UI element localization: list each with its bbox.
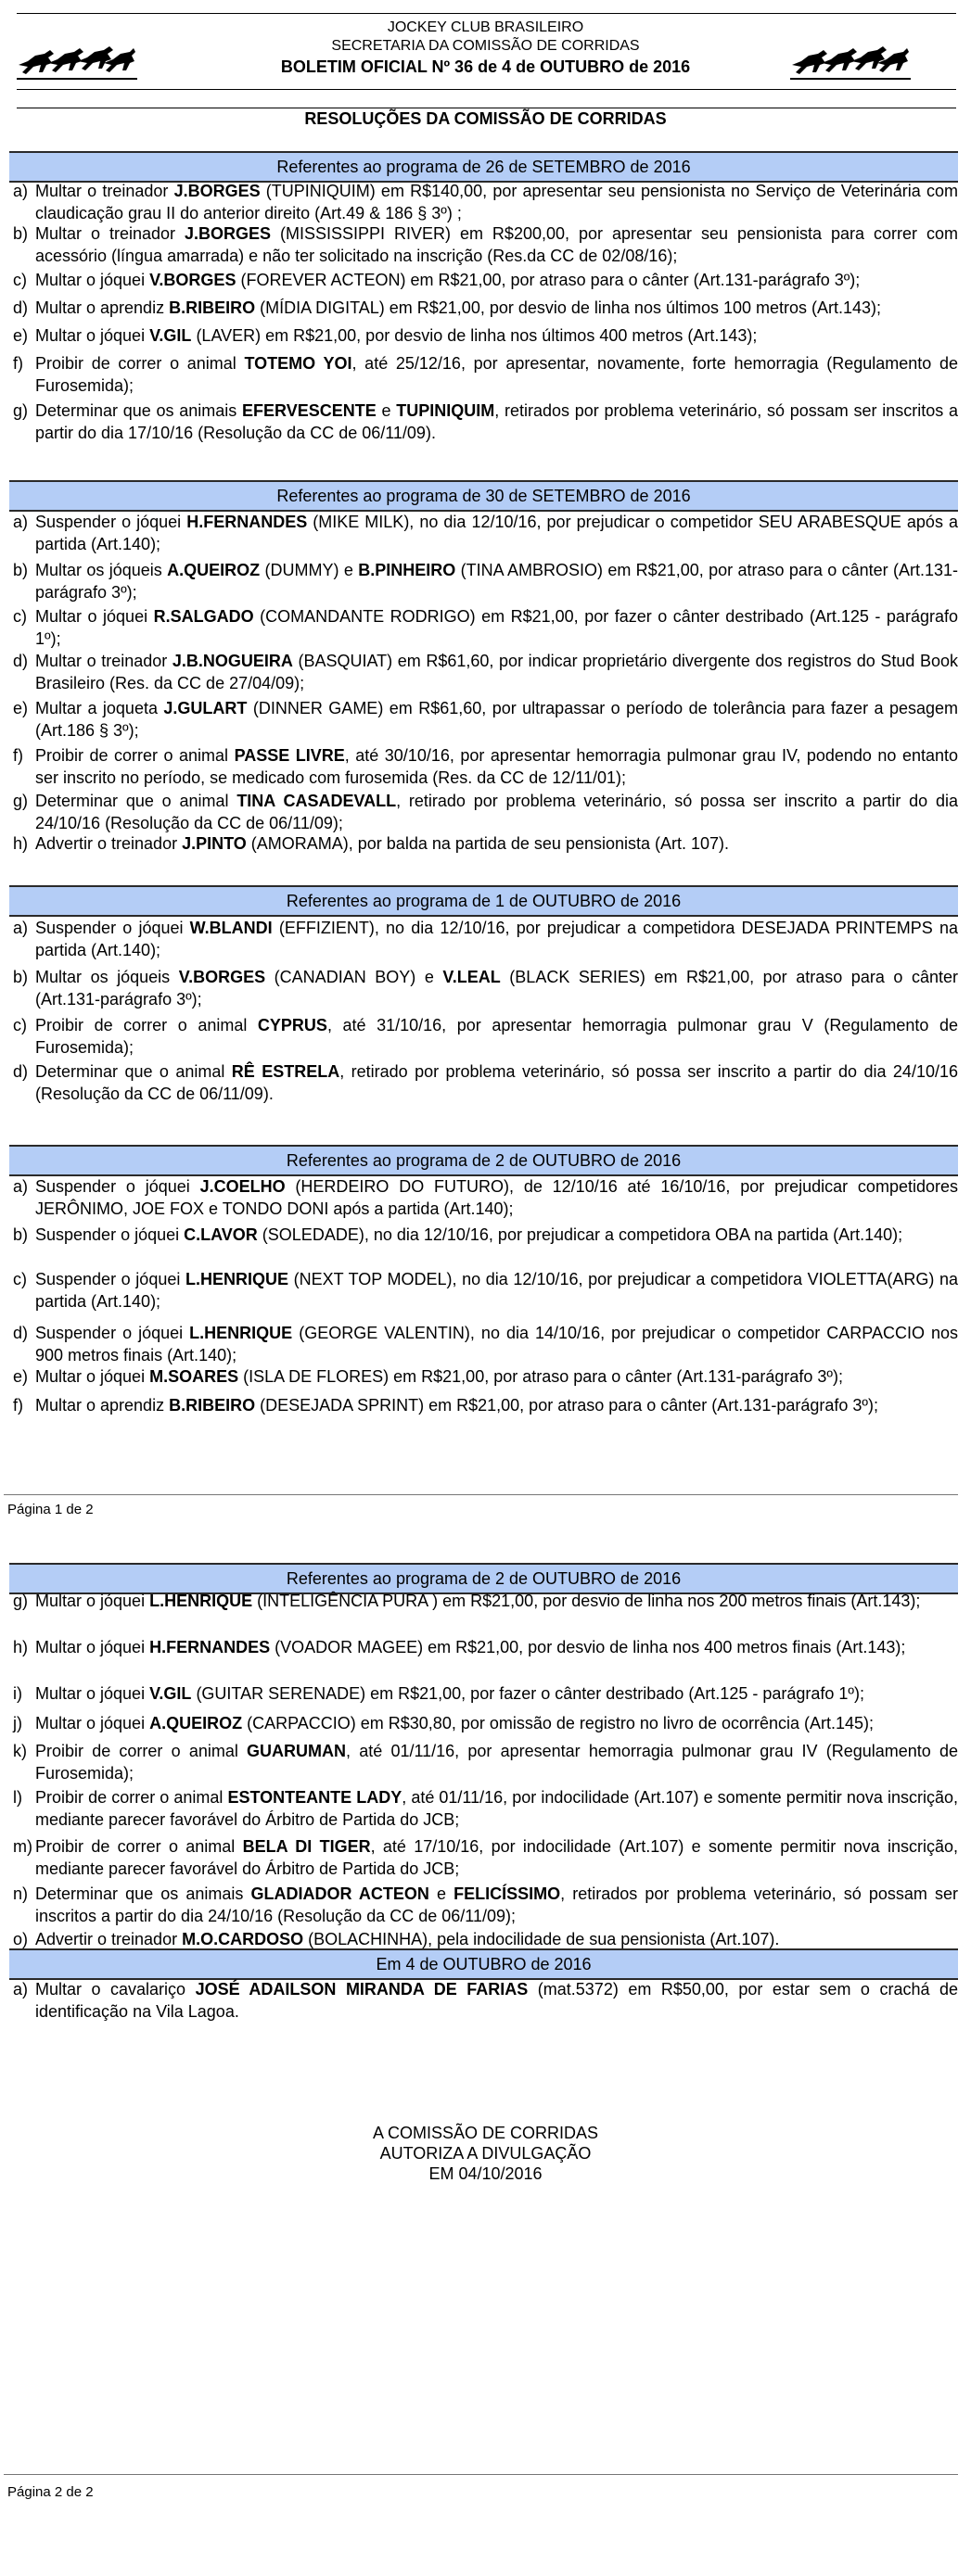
- page-number: Página 1 de 2: [7, 1502, 94, 1517]
- item-label: a): [13, 1177, 29, 1196]
- item-text: Multar o jóquei V.GIL (LAVER) em R$21,00, por desvio de linha nos últimos 400 metros (Art.143);: [35, 326, 758, 345]
- section-header: Referentes ao programa de 2 de OUTUBRO de 2016: [9, 1563, 958, 1594]
- footer-rule: [4, 2474, 958, 2475]
- item-text: Multar o jóquei H.FERNANDES (VOADOR MAGEE) em R$21,00, por desvio de linha nos 400 metros finais (Art.143);: [35, 1638, 906, 1656]
- resolution-item: [7, 222, 958, 267]
- item-label: d): [13, 1324, 29, 1342]
- item-label: d): [13, 298, 29, 317]
- item-text: Multar o jóquei R.SALGADO (COMANDANTE RODRIGO) em R$21,00, por fazer o cânter destribado (Art.125 - parágrafo 1º);: [35, 607, 958, 648]
- resolution-item: [7, 744, 958, 789]
- item-text: Multar o cavalariço JOSÉ ADAILSON MIRANDA DE FARIAS (mat.5372) em R$50,00, por estar sem o crachá de identificação na Vila Lagoa.: [35, 1980, 959, 2021]
- resolution-item: [7, 1060, 958, 1105]
- item-label: o): [13, 1930, 29, 1948]
- resolution-item: [7, 1740, 958, 1784]
- item-label: e): [13, 326, 29, 345]
- header-org: JOCKEY CLUB BRASILEIRO: [387, 19, 584, 35]
- item-text: Multar o treinador J.BORGES (MISSISSIPPI RIVER) em R$200,00, por apresentar seu pensionista para correr com acessório (língua amarrada) e não ter solicitado na inscrição (Res.da CC de 02/08/16);: [35, 224, 958, 265]
- resolution-item: [7, 1786, 958, 1831]
- resolution-item: [7, 1224, 958, 1246]
- resolution-item: [7, 269, 958, 291]
- item-text: Suspender o jóquei W.BLANDI (EFFIZIENT), no dia 12/10/16, por prejudicar a competidora DESEJADA PRINTEMPS na partida (Art.140);: [35, 919, 958, 959]
- item-label: a): [13, 1980, 29, 1999]
- page-2: [0, 1529, 971, 2576]
- item-label: i): [13, 1684, 22, 1703]
- resolution-item: [7, 790, 958, 834]
- item-text: Multar os jóqueis V.BORGES (CANADIAN BOY) e V.LEAL (BLACK SERIES) em R$21,00, por atraso para o cânter (Art.131-parágrafo 3º);: [35, 968, 958, 1009]
- item-label: b): [13, 224, 29, 243]
- item-text: Multar o jóquei V.BORGES (FOREVER ACTEON) em R$21,00, por atraso para o cânter (Art.131-parágrafo 3º);: [35, 271, 861, 289]
- item-text: Proibir de correr o animal CYPRUS, até 31/10/16, por apresentar hemorragia pulmonar grau V (Regulamento de Furosemida);: [35, 1016, 958, 1057]
- document-header: [0, 19, 971, 78]
- resolution-item: [7, 1394, 958, 1416]
- resolution-item: [7, 605, 958, 650]
- resolution-item: [7, 352, 958, 397]
- resolution-item: [7, 650, 958, 694]
- section-header: Referentes ao programa de 2 de OUTUBRO de 2016: [9, 1145, 958, 1176]
- item-label: e): [13, 699, 29, 717]
- item-label: c): [13, 1270, 27, 1288]
- item-label: g): [13, 792, 29, 810]
- top-rule: [17, 13, 956, 14]
- resolution-item: [7, 1590, 958, 1612]
- item-label: b): [13, 968, 29, 986]
- resolution-item: [7, 1636, 958, 1658]
- footer-rule: [4, 1494, 958, 1495]
- closing-line: AUTORIZA A DIVULGAÇÃO: [379, 2144, 592, 2163]
- section-header: Referentes ao programa de 1 de OUTUBRO de 2016: [9, 885, 958, 917]
- item-label: a): [13, 182, 29, 200]
- item-label: a): [13, 919, 29, 937]
- item-label: g): [13, 1592, 29, 1610]
- item-text: Multar o aprendiz B.RIBEIRO (MÍDIA DIGITAL) em R$21,00, por desvio de linha nos últimos 100 metros (Art.143);: [35, 298, 882, 317]
- resolution-item: [7, 559, 958, 603]
- item-label: c): [13, 607, 27, 626]
- item-text: Multar o jóquei A.QUEIROZ (CARPACCIO) em R$30,80, por omissão de registro no livro de ocorrência (Art.145);: [35, 1714, 875, 1732]
- item-text: Suspender o jóquei L.HENRIQUE (NEXT TOP MODEL), no dia 12/10/16, por prejudicar a competidora VIOLETTA(ARG) na partida (Art.140);: [35, 1270, 958, 1311]
- item-text: Determinar que o animal TINA CASADEVALL, retirado por problema veterinário, só possa ser inscrito a partir do dia 24/10/16 (Resolução da CC de 06/11/09);: [35, 792, 958, 832]
- item-text: Multar o treinador J.B.NOGUEIRA (BASQUIAT) em R$61,60, por indicar proprietário divergente dos registros do Stud Book Brasileiro (Res. da CC de 27/04/09);: [35, 652, 958, 692]
- item-text: Proibir de correr o animal GUARUMAN, até 01/11/16, por apresentar hemorragia pulmonar grau IV (Regulamento de Furosemida);: [35, 1742, 958, 1783]
- item-label: c): [13, 271, 27, 289]
- item-text: Multar o jóquei V.GIL (GUITAR SERENADE) em R$21,00, por fazer o cânter destribado (Art.125 - parágrafo 1º);: [35, 1684, 864, 1703]
- item-text: Suspender o jóquei C.LAVOR (SOLEDADE), no dia 12/10/16, por prejudicar a competidora OBA na partida (Art.140);: [35, 1225, 903, 1244]
- resolution-item: [7, 297, 958, 319]
- item-label: f): [13, 746, 23, 765]
- resolution-item: [7, 697, 958, 742]
- item-text: Multar a joqueta J.GULART (DINNER GAME) em R$61,60, por ultrapassar o período de tolerância para fazer a pesagem (Art.186 § 3º);: [35, 699, 959, 740]
- resolution-item: [7, 1928, 958, 1950]
- header-secretariat: SECRETARIA DA COMISSÃO DE CORRIDAS: [331, 38, 640, 54]
- item-text: Proibir de correr o animal ESTONTEANTE LADY, até 01/11/16, por indocilidade (Art.107) e somente permitir nova inscrição, mediante parecer favorável do Árbitro de Partida do JCB;: [35, 1788, 958, 1829]
- closing-statement: [0, 2123, 971, 2184]
- item-text: Suspender o jóquei H.FERNANDES (MIKE MILK), no dia 12/10/16, por prejudicar o competidor SEU ARABESQUE após a partida (Art.140);: [35, 513, 958, 553]
- resolution-item: [7, 180, 958, 224]
- item-text: Multar os jóqueis A.QUEIROZ (DUMMY) e B.PINHEIRO (TINA AMBROSIO) em R$21,00, por atraso para o cânter (Art.131-parágrafo 3º);: [35, 561, 958, 602]
- item-label: j): [13, 1714, 22, 1732]
- closing-line: A COMISSÃO DE CORRIDAS: [372, 2124, 599, 2142]
- resolution-item: [7, 324, 958, 347]
- item-text: Advertir o treinador J.PINTO (AMORAMA), por balda na partida de seu pensionista (Art. 107).: [35, 834, 730, 853]
- item-label: e): [13, 1367, 29, 1386]
- resolution-item: [7, 400, 958, 444]
- item-label: g): [13, 401, 29, 420]
- item-label: h): [13, 834, 29, 853]
- header-bulletin-title: BOLETIM OFICIAL Nº 36 de 4 de OUTUBRO de 2016: [280, 57, 691, 76]
- item-text: Proibir de correr o animal TOTEMO YOI, até 25/12/16, por apresentar, novamente, forte hemorragia (Regulamento de Furosemida);: [35, 354, 958, 395]
- resolution-item: [7, 1365, 958, 1388]
- closing-line: EM 04/10/2016: [428, 2164, 543, 2183]
- item-label: f): [13, 354, 23, 373]
- item-label: b): [13, 561, 29, 579]
- item-text: Proibir de correr o animal BELA DI TIGER, até 17/10/16, por indocilidade (Art.107) e somente permitir nova inscrição, mediante parecer favorável do Árbitro de Partida do JCB;: [35, 1837, 958, 1878]
- resolution-item: [7, 1712, 958, 1734]
- item-label: h): [13, 1638, 29, 1656]
- section-header: Referentes ao programa de 30 de SETEMBRO de 2016: [9, 480, 958, 512]
- resolution-item: [7, 832, 958, 855]
- resolution-item: [7, 966, 958, 1010]
- resolution-item: [7, 1835, 958, 1880]
- resolution-item: [7, 1883, 958, 1927]
- resolution-item: [7, 917, 958, 961]
- item-text: Proibir de correr o animal PASSE LIVRE, até 30/10/16, por apresentar hemorragia pulmonar grau IV, podendo no entanto ser inscrito no período, se medicado com furosemida (Res. da CC de 12/11/01);: [35, 746, 958, 787]
- item-label: a): [13, 513, 29, 531]
- item-label: m): [13, 1837, 32, 1856]
- item-label: c): [13, 1016, 27, 1034]
- item-label: d): [13, 1062, 29, 1081]
- resolution-item: [7, 1682, 958, 1705]
- item-text: Determinar que os animais GLADIADOR ACTEON e FELICÍSSIMO, retirados por problema veterinário, só possam ser inscritos a partir do dia 24/10/16 (Resolução da CC de 06/11/09);: [35, 1884, 958, 1925]
- item-text: Suspender o jóquei J.COELHO (HERDEIRO DO FUTURO), de 12/10/16 até 16/10/16, por prejudicar competidores JERÔNIMO, JOE FOX e TONDO DONI após a partida (Art.140);: [35, 1177, 958, 1218]
- item-label: b): [13, 1225, 29, 1244]
- item-text: Advertir o treinador M.O.CARDOSO (BOLACHINHA), pela indocilidade de sua pensionista (Art.107).: [35, 1930, 780, 1948]
- item-text: Suspender o jóquei L.HENRIQUE (GEORGE VALENTIN), no dia 14/10/16, por prejudicar o competidor CARPACCIO nos 900 metros finais (Art.140);: [35, 1324, 958, 1364]
- section-header: Referentes ao programa de 26 de SETEMBRO de 2016: [9, 151, 958, 183]
- item-text: Multar o jóquei L.HENRIQUE (INTELIGÊNCIA PURA ) em R$21,00, por desvio de linha nos 200 metros finais (Art.143);: [35, 1592, 921, 1610]
- resolution-item: [7, 1322, 958, 1366]
- resolution-item: [7, 1268, 958, 1313]
- resolution-item: [7, 511, 958, 555]
- item-text: Multar o treinador J.BORGES (TUPINIQUIM) em R$140,00, por apresentar seu pensionista no Serviço de Veterinária com claudicação grau II do anterior direito (Art.49 & 186 § 3º) ;: [35, 182, 958, 222]
- item-label: l): [13, 1788, 22, 1807]
- resolutions-title: RESOLUÇÕES DA COMISSÃO DE CORRIDAS: [304, 109, 667, 128]
- resolution-item: [7, 1175, 958, 1220]
- header-rule: [17, 89, 956, 90]
- item-text: Multar o aprendiz B.RIBEIRO (DESEJADA SPRINT) em R$21,00, por atraso para o cânter (Art.131-parágrafo 3º);: [35, 1396, 878, 1415]
- resolution-item: [7, 1978, 958, 2023]
- page-number: Página 2 de 2: [7, 2484, 94, 2500]
- item-label: f): [13, 1396, 23, 1415]
- resolution-item: [7, 1014, 958, 1059]
- section-header: Em 4 de OUTUBRO de 2016: [9, 1948, 958, 1980]
- item-label: d): [13, 652, 29, 670]
- item-text: Multar o jóquei M.SOARES (ISLA DE FLORES) em R$21,00, por atraso para o cânter (Art.131-parágrafo 3º);: [35, 1367, 843, 1386]
- item-label: n): [13, 1884, 29, 1903]
- item-text: Determinar que os animais EFERVESCENTE e TUPINIQUIM, retirados por problema veterinário, só possam ser inscritos a partir do dia 17/10/16 (Resolução da CC de 06/11/09).: [35, 401, 958, 442]
- item-text: Determinar que o animal RÊ ESTRELA, retirado por problema veterinário, só possa ser inscrito a partir do dia 24/10/16 (Resolução da CC de 06/11/09).: [35, 1062, 958, 1103]
- item-label: k): [13, 1742, 27, 1760]
